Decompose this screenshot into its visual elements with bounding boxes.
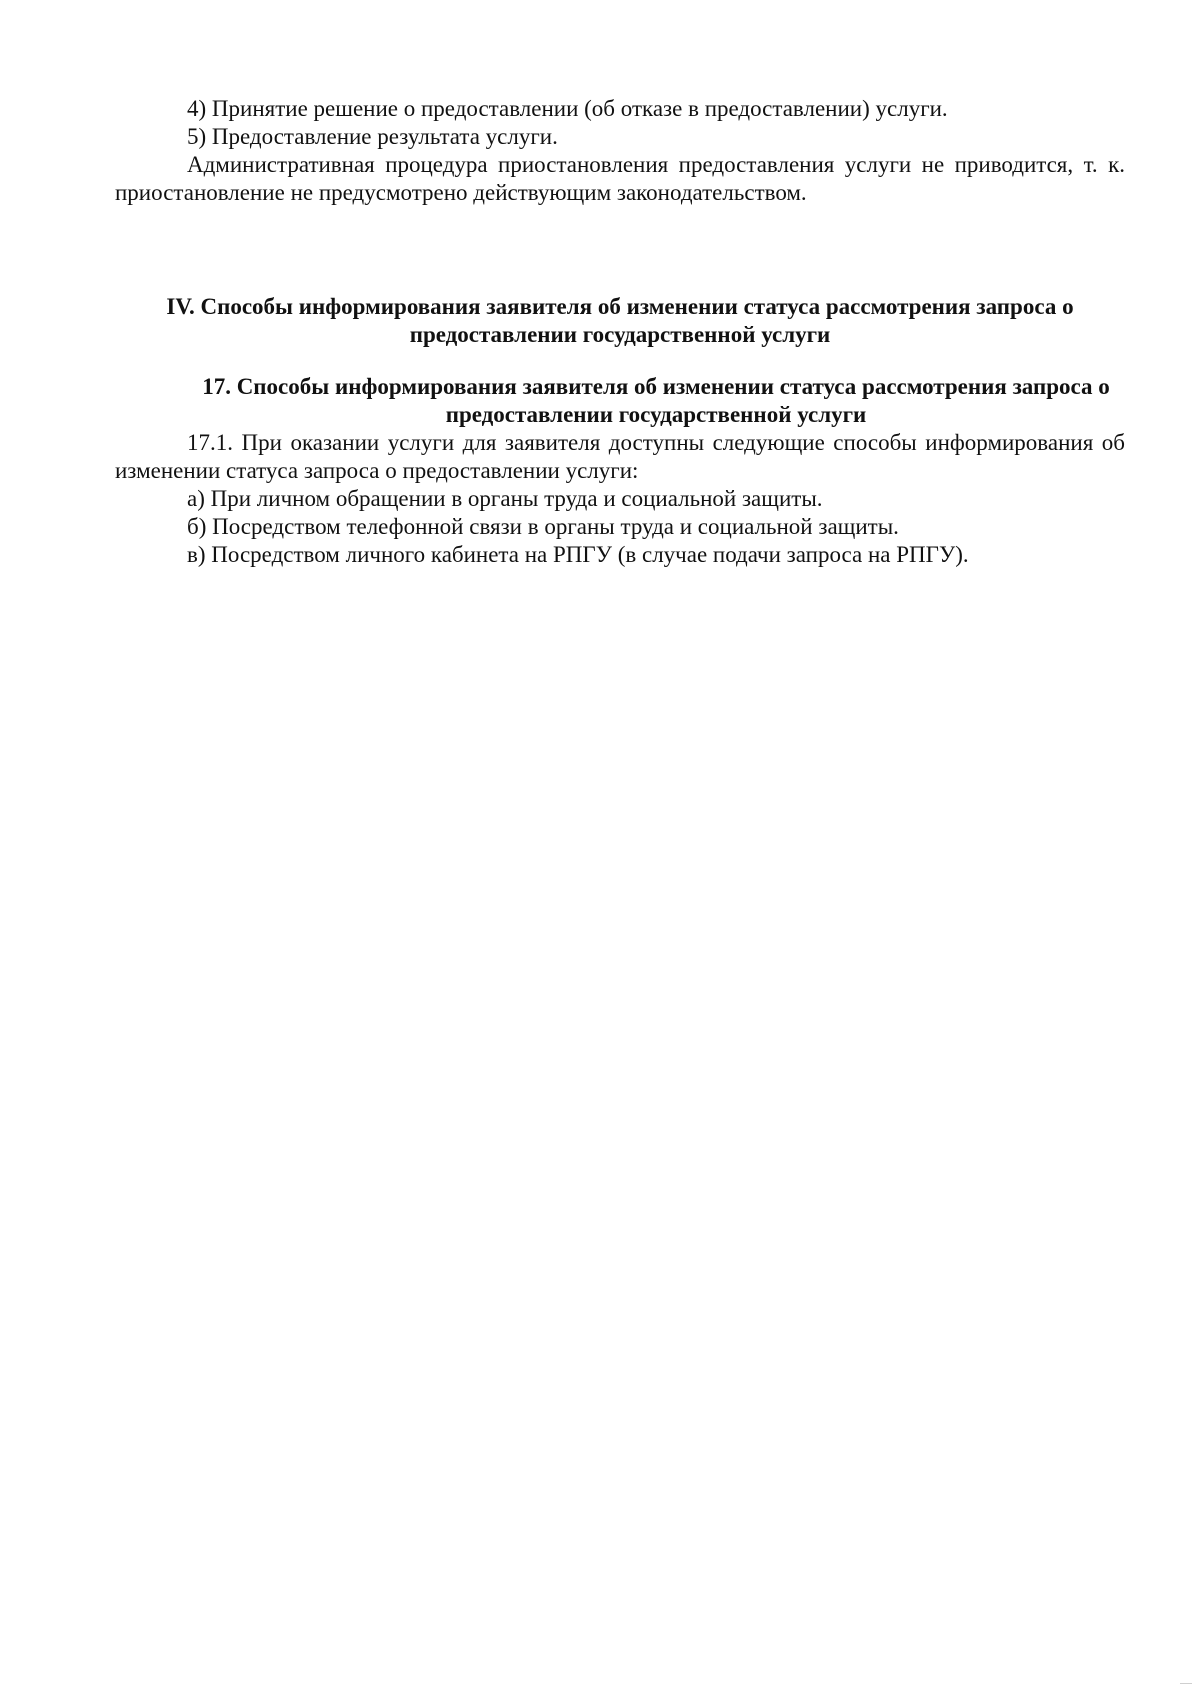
method-b: б) Посредством телефонной связи в органы труда и социальной защиты. bbox=[187, 514, 899, 539]
method-c: в) Посредством личного кабинета на РПГУ (в случае подачи запроса на РПГУ). bbox=[187, 542, 969, 567]
document-page bbox=[115, 95, 1125, 569]
suspension-note: Административная процедура приостановления предоставления услуги не приводится, т. к. приостановление не предусмотрено действующим законодательством. bbox=[115, 152, 1125, 205]
intro-item-4: 4) Принятие решение о предоставлении (об отказе в предоставлении) услуги. bbox=[187, 96, 948, 121]
paragraph-17-1: 17.1. При оказании услуги для заявителя доступны следующие способы информирования об изменении статуса запроса о предоставлении услуги: bbox=[115, 430, 1125, 483]
method-a: а) При личном обращении в органы труда и социальной защиты. bbox=[187, 486, 823, 511]
section-iv-title: IV. Способы информирования заявителя об изменении статуса рассмотрения запроса о предоставлении государственной услуги bbox=[166, 294, 1074, 347]
scan-corner-mark bbox=[1180, 1683, 1192, 1684]
section-spacer bbox=[115, 207, 1125, 293]
section-17-title: 17. Способы информирования заявителя об изменении статуса рассмотрения запроса о предоставлении государственной услуги bbox=[202, 374, 1110, 427]
intro-item-5: 5) Предоставление результата услуги. bbox=[187, 124, 558, 149]
